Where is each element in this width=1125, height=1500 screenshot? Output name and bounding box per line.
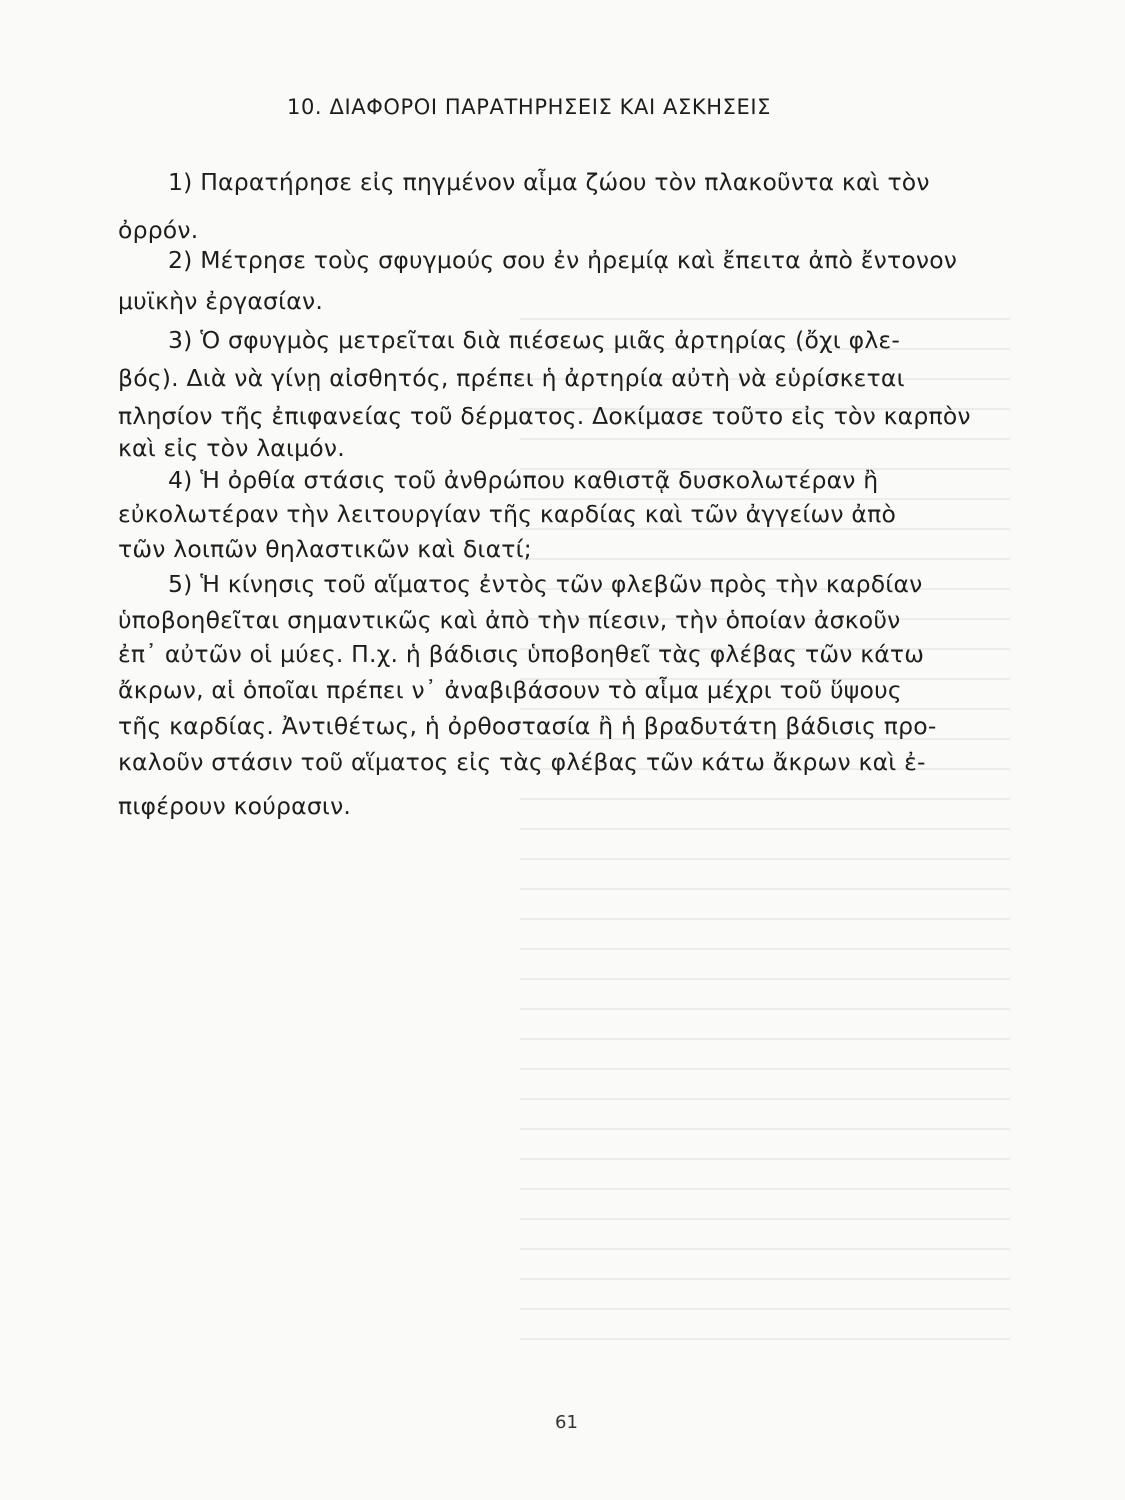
text-line: τῶν λοιπῶν θηλαστικῶν καὶ διατί; [118, 535, 532, 563]
text-line: εὐκολωτέραν τὴν λειτουργίαν τῆς καρδίας καὶ τῶν ἀγγείων ἀπὸ [118, 500, 897, 528]
text-line: 1) Παρατήρησε εἰς πηγμένον αἷμα ζώου τὸν πλακοῦντα καὶ τὸν [168, 168, 930, 196]
text-line: 5) Ἡ κίνησις τοῦ αἵματος ἐντὸς τῶν φλεβῶν πρὸς τὴν καρδίαν [168, 570, 923, 598]
text-line: καλοῦν στάσιν τοῦ αἵματος εἰς τὰς φλέβας τῶν κάτω ἄκρων καὶ ἐ- [118, 748, 926, 776]
text-line: 3) Ὁ σφυγμὸς μετρεῖται διὰ πιέσεως μιᾶς ἀρτηρίας (ὄχι φλε- [168, 326, 901, 354]
text-line: ἐπ᾽ αὐτῶν οἱ μύες. Π.χ. ἡ βάδισις ὑποβοηθεῖ τὰς φλέβας τῶν κάτω [118, 640, 925, 668]
text-line: 2) Μέτρησε τοὺς σφυγμούς σου ἐν ἠρεμίᾳ καὶ ἔπειτα ἀπὸ ἔντονον [168, 246, 958, 274]
text-line: ὀρρόν. [118, 216, 199, 244]
bleed-through-texture [520, 290, 1010, 1400]
text-line: καὶ εἰς τὸν λαιμόν. [118, 434, 345, 462]
text-line: πιφέρουν κούρασιν. [118, 792, 352, 820]
text-line: τῆς καρδίας. Ἀντιθέτως, ἡ ὀρθοστασία ἢ ἡ βραδυτάτη βάδισις προ- [118, 712, 937, 740]
section-heading: 10. ΔΙΑΦΟΡΟΙ ΠΑΡΑΤΗΡΗΣΕΙΣ ΚΑΙ ΑΣΚΗΣΕΙΣ [287, 95, 772, 119]
page-number: 61 [555, 1412, 578, 1433]
text-line: ἄκρων, αἱ ὁποῖαι πρέπει ν᾽ ἀναβιβάσουν τὸ αἷμα μέχρι τοῦ ὕψους [118, 676, 902, 704]
text-line: μυϊκὴν ἐργασίαν. [118, 287, 323, 315]
text-line: 4) Ἡ ὀρθία στάσις τοῦ ἀνθρώπου καθιστᾷ δυσκολωτέραν ἢ [168, 466, 879, 494]
text-line: ὑποβοηθεῖται σημαντικῶς καὶ ἀπὸ τὴν πίεσιν, τὴν ὁποίαν ἀσκοῦν [118, 606, 901, 634]
text-line: βός). Διὰ νὰ γίνῃ αἰσθητός, πρέπει ἡ ἀρτηρία αὐτὴ νὰ εὑρίσκεται [118, 364, 905, 392]
text-line: πλησίον τῆς ἐπιφανείας τοῦ δέρματος. Δοκίμασε τοῦτο εἰς τὸν καρπὸν [118, 402, 971, 430]
